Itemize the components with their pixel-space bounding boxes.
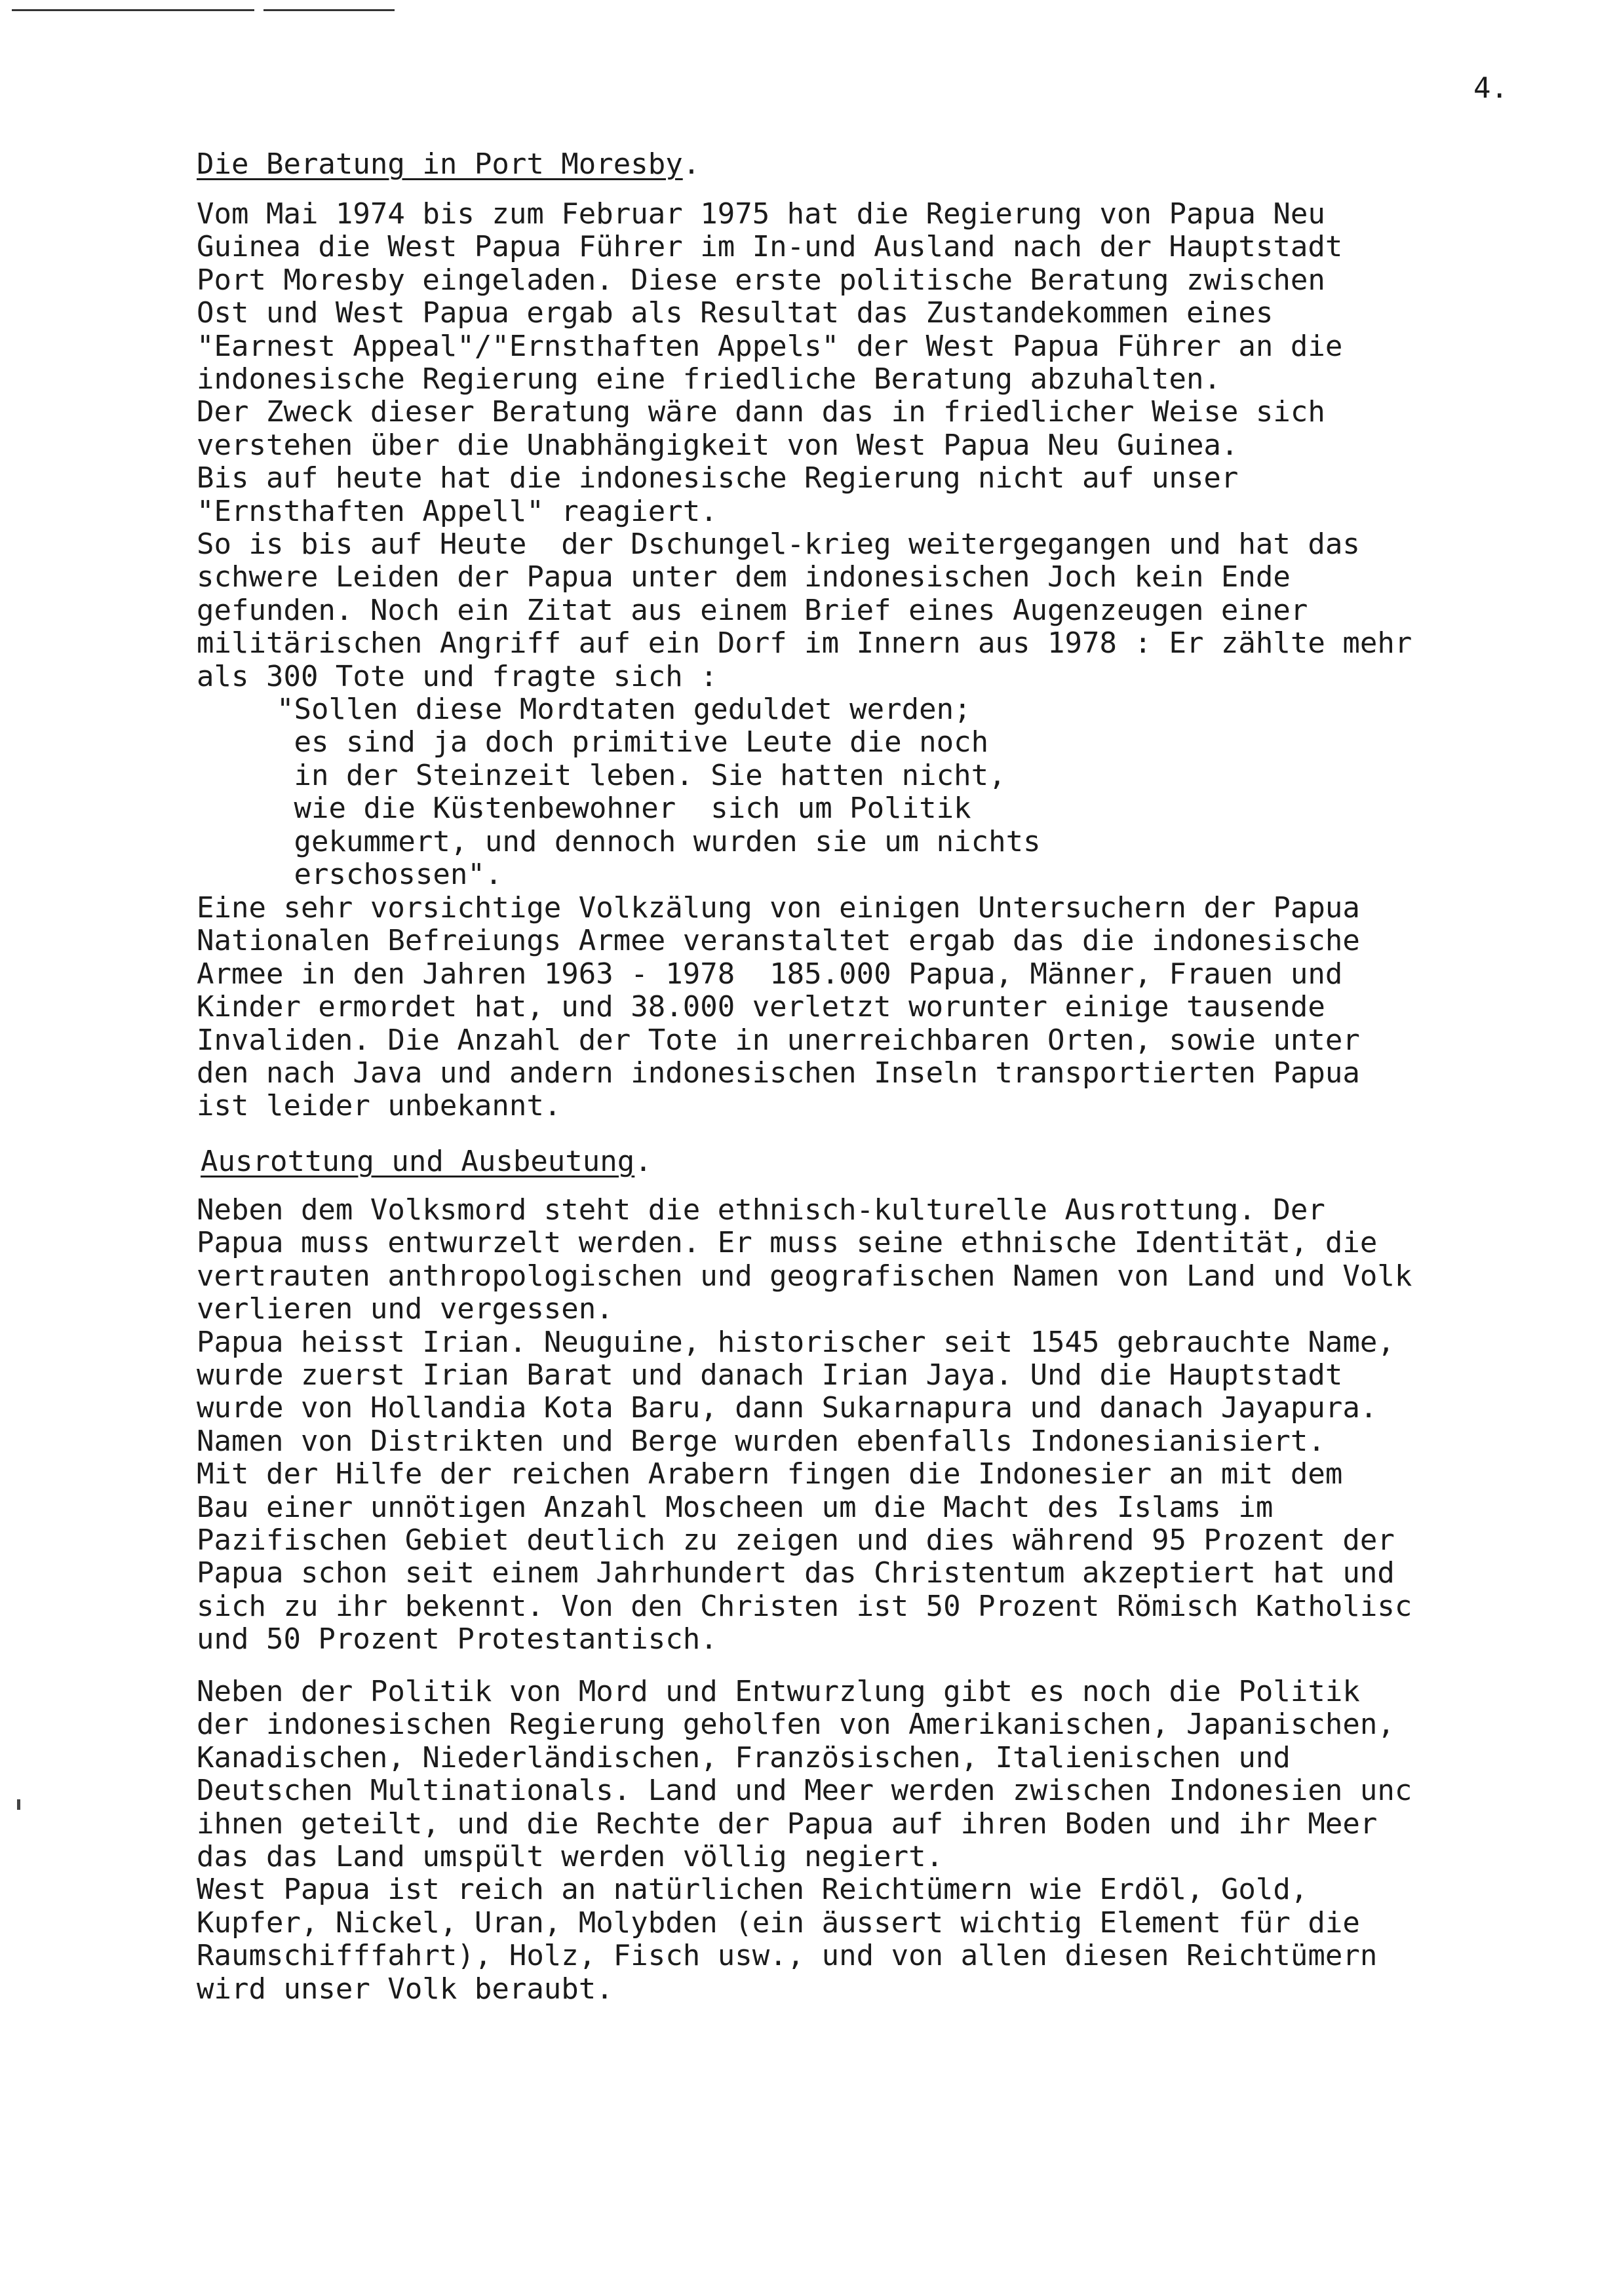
quote-line: erschossen".	[277, 858, 503, 892]
text-line: Bis auf heute hat die indonesische Regierung nicht auf unser	[197, 461, 1239, 495]
text-line: militärischen Angriff auf ein Dorf im Innern aus 1978 : Er zählte mehr	[197, 626, 1412, 660]
page-number: 4.	[1473, 71, 1508, 105]
section-heading-text: Ausrottung und Ausbeutung	[201, 1145, 635, 1178]
text-line: Armee in den Jahren 1963 - 1978 185.000 Papua, Männer, Frauen und	[197, 957, 1343, 991]
section-heading-punct: .	[634, 1145, 652, 1178]
text-line: "Earnest Appeal"/"Ernsthaften Appels" der West Papua Führer an die	[197, 329, 1343, 363]
text-line: ihnen geteilt, und die Rechte der Papua auf ihren Boden und ihr Meer	[197, 1807, 1378, 1841]
text-line: schwere Leiden der Papua unter dem indonesischen Joch kein Ende	[197, 560, 1291, 594]
paragraph-ausbeutung	[197, 1675, 1412, 2006]
margin-punch-mark	[17, 1799, 20, 1810]
text-line: ist leider unbekannt.	[197, 1089, 562, 1123]
text-line: So is bis auf Heute der Dschungel-krieg weitergegangen und hat das	[197, 527, 1360, 562]
text-line: Neben der Politik von Mord und Entwurzlung gibt es noch die Politik	[197, 1675, 1360, 1708]
text-line: Pazifischen Gebiet deutlich zu zeigen und dies während 95 Prozent der	[197, 1523, 1395, 1558]
text-line: West Papua ist reich an natürlichen Reichtümern wie Erdöl, Gold,	[197, 1873, 1308, 1907]
text-line: und 50 Prozent Protestantisch.	[197, 1622, 718, 1656]
quote-block	[277, 693, 1041, 891]
text-line: Neben dem Volksmord steht die ethnisch-kulturelle Ausrottung. Der	[197, 1193, 1325, 1227]
text-line: Port Moresby eingeladen. Diese erste politische Beratung zwischen	[197, 263, 1325, 297]
paragraph-beratung	[197, 198, 1412, 693]
quote-line: wie die Küstenbewohner sich um Politik	[277, 792, 971, 826]
text-line: Eine sehr vorsichtige Volkzälung von einigen Untersuchern der Papua	[197, 891, 1360, 925]
text-line: als 300 Tote und fragte sich :	[197, 659, 718, 693]
text-line: Invaliden. Die Anzahl der Tote in unerreichbaren Orten, sowie unter	[197, 1023, 1360, 1057]
text-line: Deutschen Multinationals. Land und Meer werden zwischen Indonesien unc	[197, 1774, 1412, 1808]
text-line: Papua schon seit einem Jahrhundert das Christentum akzeptiert hat und	[197, 1556, 1395, 1590]
text-line: Vom Mai 1974 bis zum Februar 1975 hat die Regierung von Papua Neu	[197, 197, 1325, 231]
text-line: "Ernsthaften Appell" reagiert.	[197, 494, 718, 528]
text-line: Der Zweck dieser Beratung wäre dann das in friedlicher Weise sich	[197, 395, 1325, 429]
text-line: Mit der Hilfe der reichen Arabern fingen die Indonesier an mit dem	[197, 1457, 1343, 1491]
top-edge-rule	[263, 9, 395, 11]
text-line: vertrauten anthropologischen und geografischen Namen von Land und Volk	[197, 1259, 1412, 1293]
text-line: Raumschifffahrt), Holz, Fisch usw., und von allen diesen Reichtümern	[197, 1939, 1378, 1973]
text-line: Kinder ermordet hat, und 38.000 verletzt worunter einige tausende	[197, 990, 1325, 1024]
text-line: Nationalen Befreiungs Armee veranstaltet ergab das die indonesische	[197, 924, 1360, 958]
text-line: Bau einer unnötigen Anzahl Moscheen um die Macht des Islams im	[197, 1490, 1274, 1524]
quote-line: in der Steinzeit leben. Sie hatten nicht,	[277, 758, 1006, 792]
text-line: verstehen über die Unabhängigkeit von West Papua Neu Guinea.	[197, 428, 1239, 462]
paragraph-volkszaehlung	[197, 892, 1360, 1123]
quote-line: gekummert, und dennoch wurden sie um nichts	[277, 824, 1041, 858]
text-line: Namen von Distrikten und Berge wurden ebenfalls Indonesianisiert.	[197, 1424, 1325, 1458]
text-line: Guinea die West Papua Führer im In-und Ausland nach der Hauptstadt	[197, 230, 1343, 264]
section-heading-punct: .	[682, 147, 701, 181]
text-line: Papua heisst Irian. Neuguine, historischer seit 1545 gebrauchte Name,	[197, 1325, 1395, 1359]
text-line: den nach Java und andern indonesischen Inseln transportierten Papua	[197, 1056, 1360, 1090]
top-edge-rule	[12, 9, 254, 11]
section-heading-text: Die Beratung in Port Moresby	[197, 147, 683, 181]
text-line: wurde von Hollandia Kota Baru, dann Sukarnapura und danach Jayapura.	[197, 1391, 1378, 1425]
text-line: gefunden. Noch ein Zitat aus einem Brief eines Augenzeugen einer	[197, 593, 1308, 627]
text-line: Kanadischen, Niederländischen, Französischen, Italienischen und	[197, 1740, 1291, 1774]
text-line: verlieren und vergessen.	[197, 1292, 613, 1326]
quote-line: es sind ja doch primitive Leute die noch	[277, 725, 989, 759]
text-line: wird unser Volk beraubt.	[197, 1972, 613, 2006]
text-line: indonesische Regierung eine friedliche Beratung abzuhalten.	[197, 362, 1221, 396]
text-line: Papua muss entwurzelt werden. Er muss seine ethnische Identität, die	[197, 1226, 1378, 1260]
paragraph-ausrottung	[197, 1194, 1412, 1656]
text-line: sich zu ihr bekennt. Von den Christen ist 50 Prozent Römisch Katholisc	[197, 1589, 1412, 1623]
text-line: das das Land umspült werden völlig negiert.	[197, 1840, 944, 1874]
section-heading-ausrottung	[201, 1145, 652, 1178]
text-line: Kupfer, Nickel, Uran, Molybden (ein äussert wichtig Element für die	[197, 1905, 1360, 1940]
text-line: wurde zuerst Irian Barat und danach Irian Jaya. Und die Hauptstadt	[197, 1358, 1343, 1392]
section-heading-beratung	[197, 148, 700, 181]
text-line: der indonesischen Regierung geholfen von Amerikanischen, Japanischen,	[197, 1708, 1395, 1742]
text-line: Ost und West Papua ergab als Resultat das Zustandekommen eines	[197, 296, 1274, 330]
quote-line: "Sollen diese Mordtaten geduldet werden;	[277, 693, 971, 726]
